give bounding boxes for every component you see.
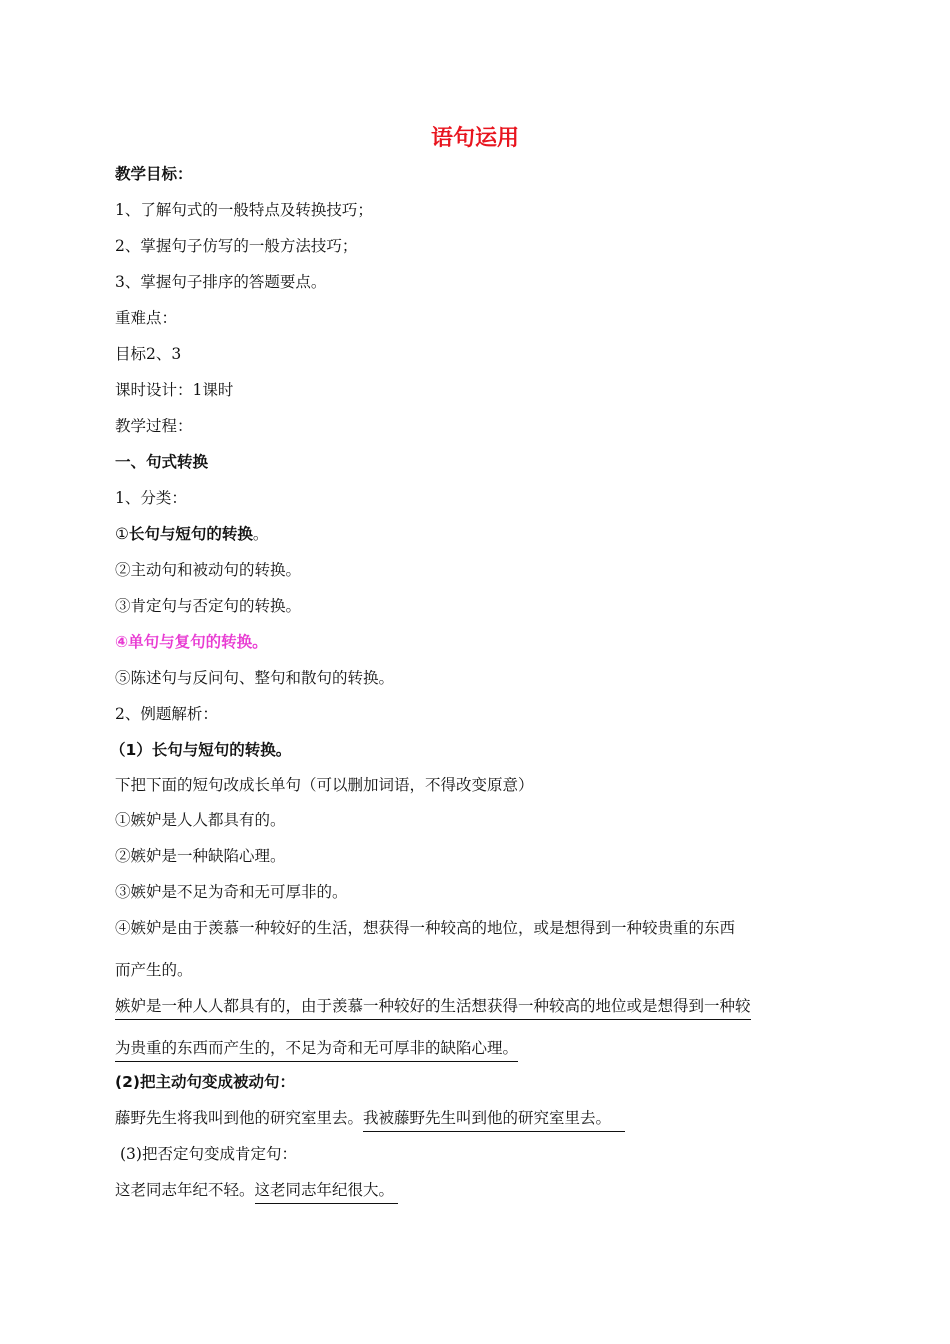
lesson-design: 课时设计：1课时: [115, 381, 234, 399]
key-points: 目标2、3: [115, 345, 182, 363]
classification-heading: 1、分类：: [115, 489, 187, 507]
example-1-answer-line-2: [115, 1038, 518, 1058]
example-2-question: 藤野先生将我叫到他的研究室里去。: [115, 1109, 364, 1127]
example-3-question: 这老同志年纪不轻。: [115, 1181, 255, 1199]
example-1-item-4: ④嫉妒是由于羡慕一种较好的生活，想获得一种较高的地位，或是想得到一种较贵重的东西: [115, 919, 736, 937]
example-1-item-2: ②嫉妒是一种缺陷心理。: [115, 847, 286, 865]
example-3-heading: (3)把否定句变成肯定句：: [120, 1145, 297, 1163]
class-item-1-text: 长句与短句的转换: [128, 525, 253, 543]
class-item-1-end: 。: [252, 525, 269, 543]
class-item-1: [115, 524, 268, 544]
example-1-answer-1-text: 嫉妒是一种人人都具有的，由于羡慕一种较好的生活想获得一种较高的地位或是想得到一种较: [115, 997, 751, 1020]
key-points-heading: 重难点：: [115, 309, 178, 327]
objective-3: 3、掌握句子排序的答题要点。: [115, 273, 327, 291]
example-1-heading: （1）长句与短句的转换。: [110, 741, 292, 759]
example-1-answer-2-text: 为贵重的东西而产生的，不足为奇和无可厚非的缺陷心理。: [115, 1039, 518, 1062]
example-1-instruction: 下把下面的短句改成长单句（可以删加词语，不得改变原意）: [115, 776, 534, 794]
example-1-item-4-cont: 而产生的。: [115, 961, 193, 979]
objective-2: 2、掌握句子仿写的一般方法技巧；: [115, 237, 358, 255]
class-item-1-mark: ①: [115, 525, 129, 543]
example-1-item-1: ①嫉妒是人人都具有的。: [115, 811, 286, 829]
example-3-answer: 这老同志年纪很大。: [255, 1181, 399, 1204]
examples-heading: 2、例题解析：: [115, 705, 218, 723]
objectives-heading: 教学目标：: [115, 165, 193, 183]
class-item-2: ②主动句和被动句的转换。: [115, 561, 302, 579]
example-1-answer-line-1: [115, 996, 751, 1016]
class-item-5: ⑤陈述句与反问句、整句和散句的转换。: [115, 669, 395, 687]
example-2-heading: (2)把主动句变成被动句：: [115, 1073, 295, 1091]
example-3-line: [115, 1180, 398, 1200]
example-2-line: [115, 1108, 625, 1128]
class-item-4: ④单句与复句的转换。: [115, 633, 268, 651]
section-heading: 一、句式转换: [115, 453, 209, 471]
process-heading: 教学过程：: [115, 417, 193, 435]
example-1-item-3: ③嫉妒是不足为奇和无可厚非的。: [115, 883, 348, 901]
example-2-answer: 我被藤野先生叫到他的研究室里去。: [363, 1109, 625, 1132]
class-item-3: ③肯定句与否定句的转换。: [115, 597, 302, 615]
objective-1: 1、了解句式的一般特点及转换技巧；: [115, 201, 373, 219]
page-title: 语句运用: [430, 126, 519, 151]
